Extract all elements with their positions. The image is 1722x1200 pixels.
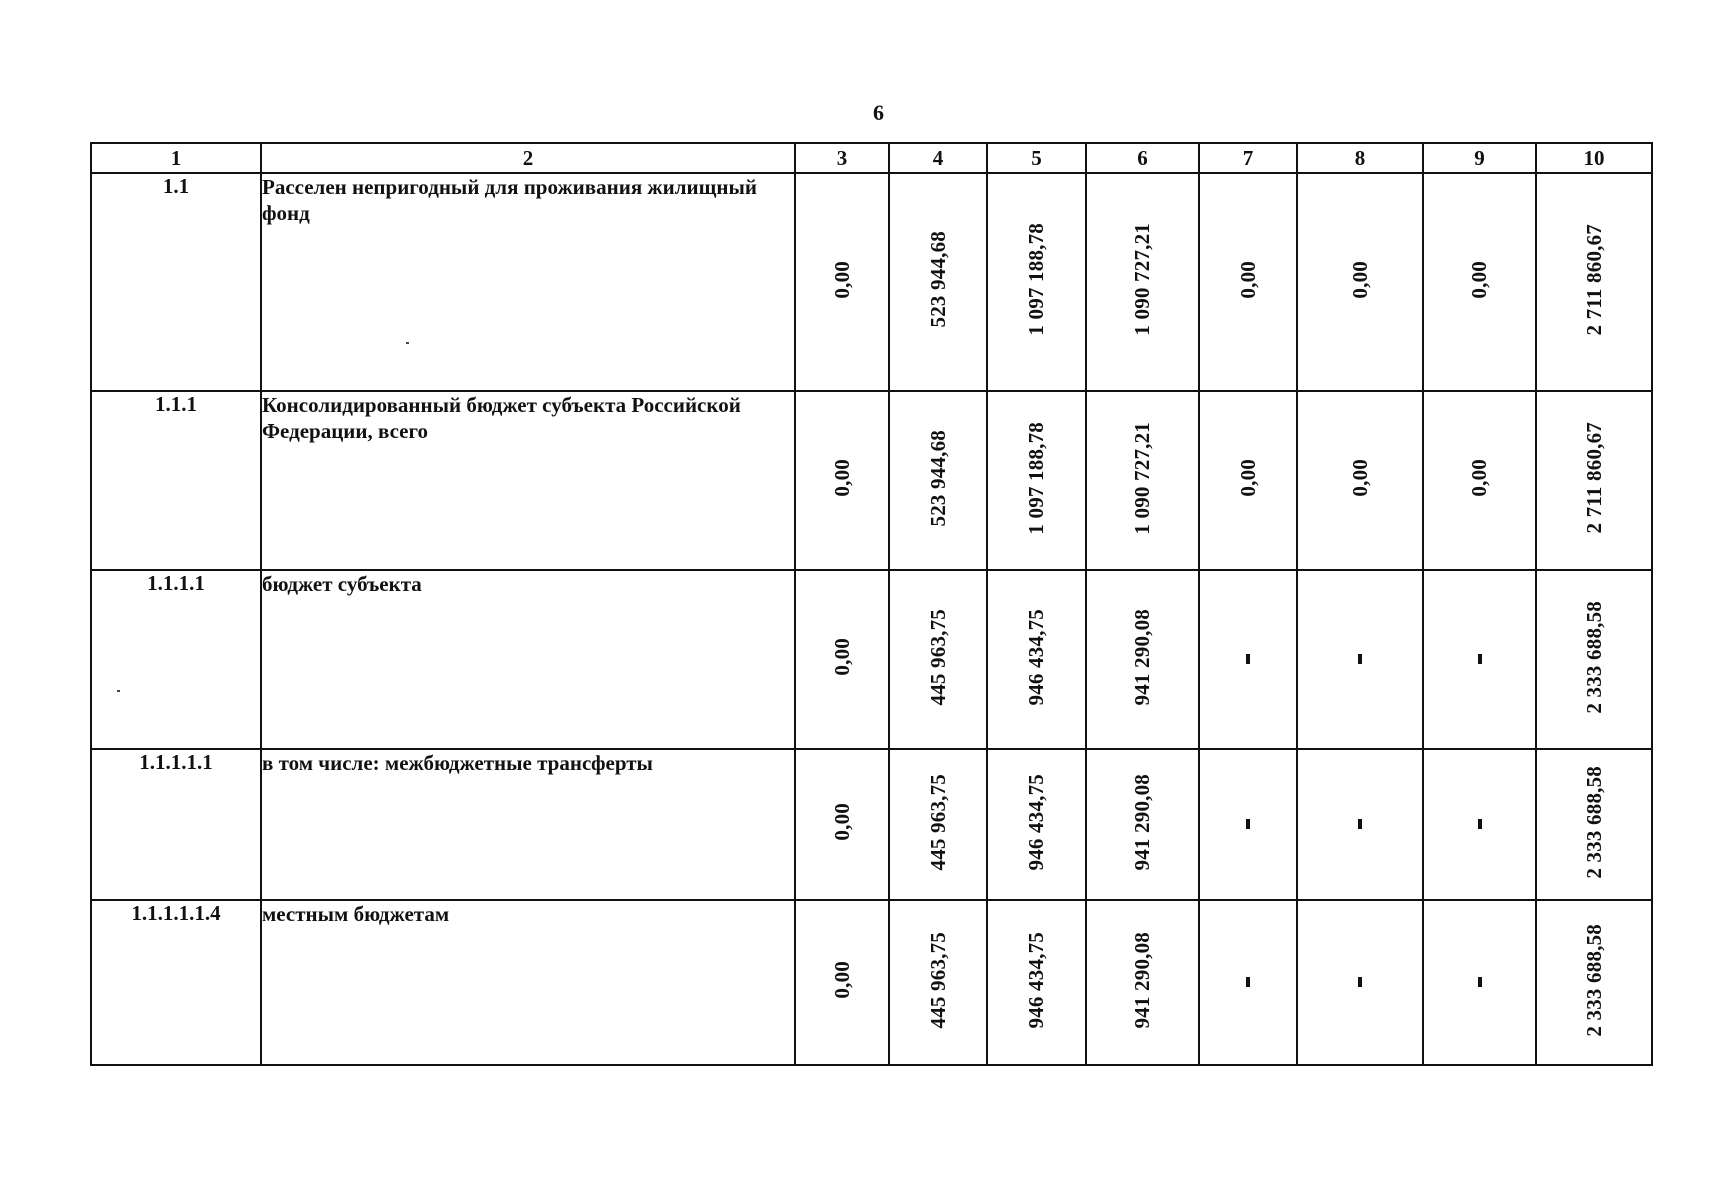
value-text: 1 097 188,78	[1024, 421, 1048, 535]
table-row	[91, 900, 1652, 1065]
value-cell	[1423, 173, 1536, 391]
value-cell	[889, 749, 987, 900]
value-text: 946 434,75	[1024, 608, 1048, 706]
dash-mark	[1358, 819, 1362, 829]
value-text: 0,00	[1235, 260, 1260, 299]
value-cell	[1423, 749, 1536, 900]
value-text: 0,00	[1467, 459, 1491, 497]
value-text: 0,00	[829, 459, 854, 497]
value-text: 523 944,68	[925, 231, 950, 328]
scan-speck	[117, 690, 120, 692]
table-row	[91, 173, 1652, 391]
value-text: 2 333 688,58	[1581, 765, 1606, 879]
column-header: 8	[1297, 143, 1423, 173]
value-cell	[1297, 570, 1423, 749]
table-row	[91, 749, 1652, 900]
value-text: 0,00	[1347, 260, 1372, 299]
value-cell	[1086, 173, 1199, 391]
value-cell	[987, 570, 1086, 749]
value-cell	[889, 173, 987, 391]
value-cell	[1297, 900, 1423, 1065]
value-cell	[1536, 173, 1652, 391]
value-text: 2 333 688,58	[1581, 923, 1606, 1037]
dash-mark	[1246, 654, 1250, 664]
row-name: Консолидированный бюджет субъекта Российской Федерации, всего	[261, 391, 795, 570]
row-name: местным бюджетам	[261, 900, 795, 1065]
value-cell	[1199, 570, 1297, 749]
value-text: 946 434,75	[1024, 931, 1048, 1029]
value-cell	[1297, 391, 1423, 570]
value-text: 0,00	[1347, 459, 1372, 497]
value-cell	[795, 570, 889, 749]
dash-mark	[1478, 654, 1482, 664]
column-header: 6	[1086, 143, 1199, 173]
value-cell	[1536, 900, 1652, 1065]
value-cell	[1199, 749, 1297, 900]
column-header: 7	[1199, 143, 1297, 173]
value-text: 0,00	[829, 961, 854, 999]
value-text: 2 711 860,67	[1581, 422, 1606, 534]
value-cell	[1086, 570, 1199, 749]
value-cell	[889, 570, 987, 749]
column-header: 10	[1536, 143, 1652, 173]
table-row	[91, 391, 1652, 570]
value-text: 0,00	[829, 803, 854, 841]
value-text: 445 963,75	[925, 608, 950, 706]
value-text: 941 290,08	[1130, 931, 1154, 1029]
dash-mark	[1246, 819, 1250, 829]
value-cell	[1423, 900, 1536, 1065]
row-code: 1.1	[91, 173, 261, 391]
value-text: 1 097 188,78	[1024, 223, 1048, 336]
column-header: 5	[987, 143, 1086, 173]
value-text: 1 090 727,21	[1130, 421, 1154, 535]
value-cell	[1423, 570, 1536, 749]
value-cell	[1536, 749, 1652, 900]
value-cell	[795, 900, 889, 1065]
header-row	[91, 143, 1652, 173]
value-cell	[987, 173, 1086, 391]
value-cell	[1536, 391, 1652, 570]
row-code: 1.1.1.1.1	[91, 749, 261, 900]
value-cell	[1199, 391, 1297, 570]
row-code: 1.1.1.1	[91, 570, 261, 749]
dash-mark	[1358, 977, 1362, 987]
value-cell	[987, 391, 1086, 570]
value-text: 941 290,08	[1130, 608, 1154, 706]
column-header: 4	[889, 143, 987, 173]
value-cell	[987, 749, 1086, 900]
page-number: 6	[873, 100, 884, 125]
value-cell	[795, 749, 889, 900]
value-cell	[1297, 749, 1423, 900]
value-cell	[889, 391, 987, 570]
column-header: 3	[795, 143, 889, 173]
value-text: 1 090 727,21	[1130, 223, 1154, 336]
column-header: 9	[1423, 143, 1536, 173]
column-header: 2	[261, 143, 795, 173]
value-cell	[1086, 900, 1199, 1065]
value-cell	[795, 391, 889, 570]
dash-mark	[1246, 977, 1250, 987]
value-cell	[1297, 173, 1423, 391]
value-text: 523 944,68	[925, 429, 950, 527]
value-text: 0,00	[1467, 260, 1491, 299]
value-text: 0,00	[829, 638, 854, 676]
scan-speck	[406, 342, 409, 344]
value-cell	[1199, 900, 1297, 1065]
row-name: в том числе: межбюджетные трансферты	[261, 749, 795, 900]
value-text: 0,00	[1235, 459, 1260, 497]
value-cell	[1086, 749, 1199, 900]
value-cell	[795, 173, 889, 391]
value-cell	[1086, 391, 1199, 570]
value-text: 445 963,75	[925, 931, 950, 1029]
value-text: 2 333 688,58	[1581, 600, 1606, 714]
value-text: 0,00	[829, 260, 854, 299]
value-text: 946 434,75	[1024, 773, 1048, 871]
dash-mark	[1478, 977, 1482, 987]
value-text: 445 963,75	[925, 773, 950, 871]
value-cell	[1536, 570, 1652, 749]
row-code: 1.1.1	[91, 391, 261, 570]
value-text: 941 290,08	[1130, 773, 1154, 871]
dash-mark	[1358, 654, 1362, 664]
value-cell	[1423, 391, 1536, 570]
value-cell	[889, 900, 987, 1065]
column-header: 1	[91, 143, 261, 173]
value-text: 2 711 860,67	[1581, 223, 1606, 336]
row-code: 1.1.1.1.1.4	[91, 900, 261, 1065]
value-cell	[1199, 173, 1297, 391]
table-row	[91, 570, 1652, 749]
budget-table	[90, 142, 1653, 1066]
row-name: Расселен непригодный для проживания жилищный фонд	[261, 173, 795, 391]
dash-mark	[1478, 819, 1482, 829]
row-name: бюджет субъекта	[261, 570, 795, 749]
value-cell	[987, 900, 1086, 1065]
